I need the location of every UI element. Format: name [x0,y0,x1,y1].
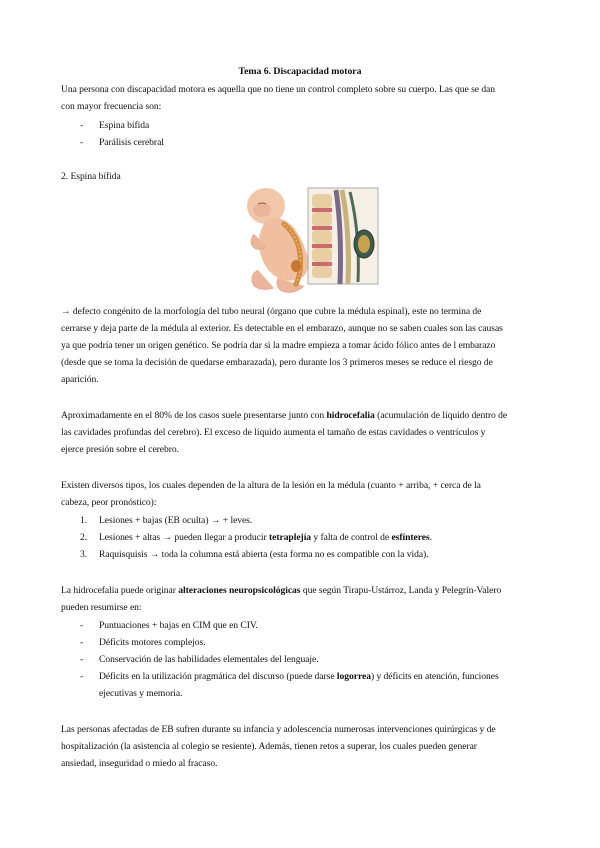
page-title: Tema 6. Discapacidad motora [238,66,362,77]
list-bullet: - [80,654,84,665]
effect-text: Déficits en la utilización pragmática del discurso (puede darse [99,671,337,682]
list-bullet: - [80,671,84,682]
level-item-2 [99,532,432,544]
p2-text: Aproximadamente en el 80% de los casos suele presentarse junto con [61,410,327,421]
list-number: 3. [80,549,88,560]
p4-bold-alteraciones: alteraciones neuropsicológicas [178,585,301,596]
p1-line-2: cerrarse y deja parte de la médula al exterior. Es detectable en el embarazo, aunque no se saben cuales son las causas [61,323,503,334]
effect-item-3: Conservación de las habilidades elementales del lenguaje. [99,654,319,665]
p5-line-2: hospitalización (la asistencia al colegio se resiente). Además, tienen retos a superar, los cuales pueden generar [61,741,477,752]
p5-line-3: ansiedad, inseguridad o miedo al fracaso. [61,758,218,769]
intro-line-2: con mayor frecuencia son: [61,101,162,112]
level-item-1: Lesiones + bajas (EB oculta) → + leves. [99,515,253,526]
p4-text: que según Tirapu-Ustárroz, Landa y Pelegrín-Valero [300,585,502,596]
p1-line-5: aparición. [61,374,99,385]
p3-line-2: cabeza, peor pronóstico): [61,497,157,508]
list-bullet: - [80,637,84,648]
level-item-3: Raquisquisis → toda la columna está abierta (esta forma no es compatible con la vida). [99,549,429,560]
p4-line-1 [61,585,501,597]
section-heading: 2. Espina bífida [61,171,121,182]
p4-text: La hidrocefalia puede originar [61,585,179,596]
p1-line-3: ya que podría tener un origen genético. Se podría dar si la madre empieza a tomar ácido fólico antes de l embarazo [61,340,496,351]
effect-item-4 [99,671,499,683]
p2-bold-hidrocefalia: hidrocefalia [326,410,375,421]
effect-item-2: Déficits motores complejos. [99,637,206,648]
effect-bold-logorrea: logorrea [336,671,371,682]
level-bold-esfinteres: esfínteres [391,532,430,543]
level-bold-tetraplejia: tetraplejía [268,532,312,543]
list-bullet: - [80,137,84,148]
p4-line-2: pueden resumirse en: [61,602,142,613]
p5-line-1: Las personas afectadas de EB sufren durante su infancia y adolescencia numerosas intervenciones quirúrgicas y de [61,724,496,735]
spina-bifida-figure [232,182,380,300]
p2-line-1 [61,410,507,422]
effect-item-4-line-2: ejecutivas y memoria. [99,688,183,699]
list-bullet: - [80,620,84,631]
level-text: . [429,532,433,543]
level-text: Lesiones + altas → pueden llegar a producir [99,532,269,543]
level-text: y falta de control de [311,532,392,543]
list-bullet: - [80,120,84,131]
p2-text: (acumulación de líquido dentro de [374,410,508,421]
p1-line-1: → defecto congénito de la morfología del tubo neural (órgano que cubre la médula espinal), este no termina de [61,306,482,317]
p2-line-2: las cavidades profundas del cerebro). El exceso de líquido aumenta el tamaño de estas cavidades o ventrículos y [61,427,486,438]
list-number: 2. [80,532,88,543]
list-number: 1. [80,515,88,526]
list-item-paralisis-cerebral: Parálisis cerebral [99,137,164,148]
p2-line-3: ejerce presión sobre el cerebro. [61,444,179,455]
p1-line-4: (desde que se toma la decisión de quedarse embarazada), pero durante los 3 primeros meses se reduce el riesgo de [61,357,493,368]
list-item-espina-bifida: Espina bífida [99,120,150,131]
effect-text: ) y déficits en atención, funciones [370,671,499,682]
fetus-illustration-icon [232,182,380,300]
effect-item-1: Puntuaciones + bajas en CIM que en CIV. [99,620,258,631]
intro-line-1: Una persona con discapacidad motora es aquella que no tiene un control completo sobre su cuerpo. Las que se dan [61,84,496,95]
p3-line-1: Existen diversos tipos, los cuales dependen de la altura de la lesión en la médula (cuanto + arriba, + cerca de la [61,480,481,491]
